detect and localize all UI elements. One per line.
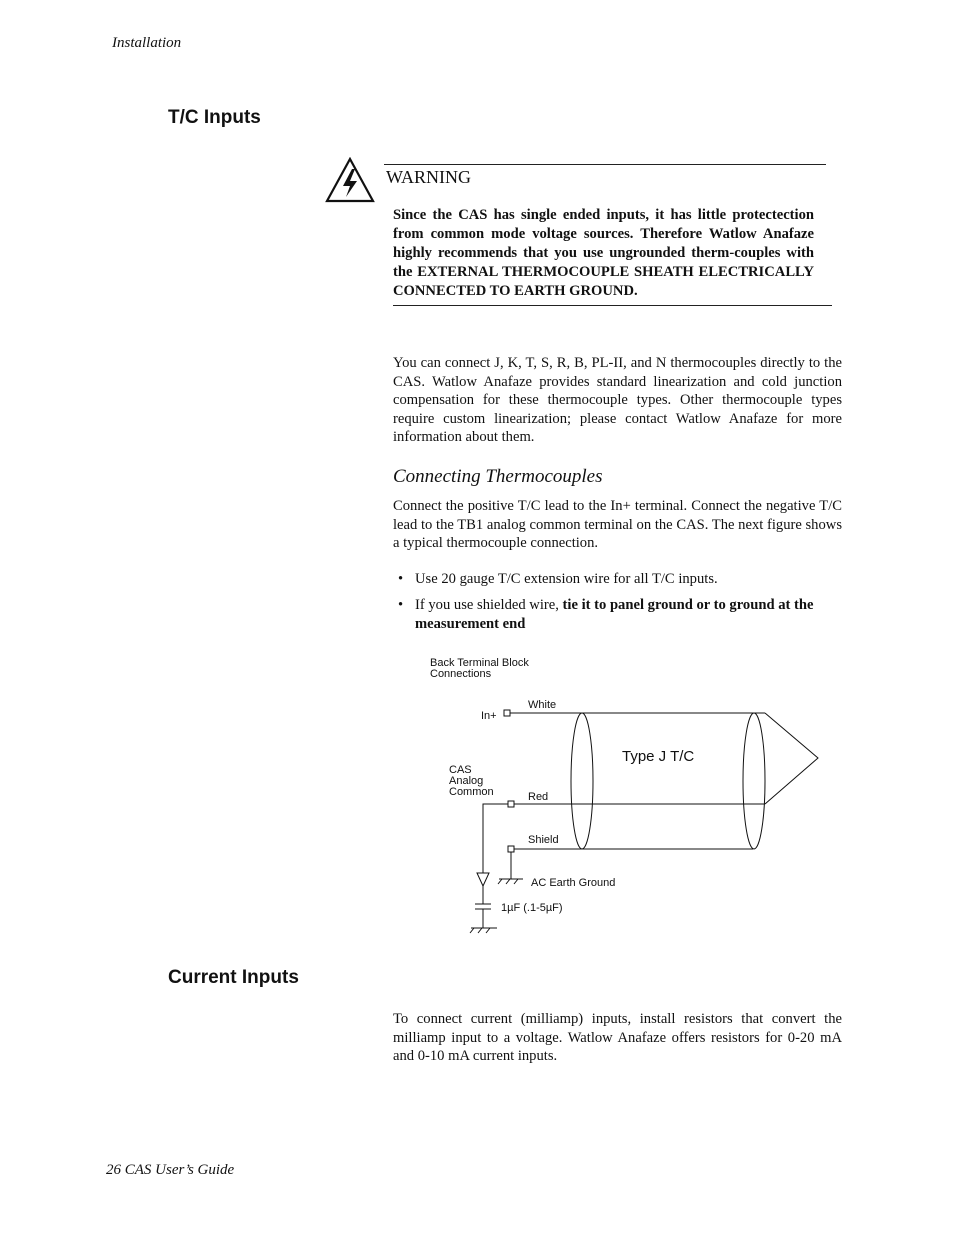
warning-text: Since the CAS has single ended inputs, it has little protectection from common mode voltage sources. Therefore Watlow Anafaze highly recommends that you use ungrounded therm-couples with the EXTERNAL THERMOCOUPLE SHEATH ELECTRICALLY CONNECTED TO EARTH GROUND. [393, 207, 814, 299]
block-label-line2: Connections [430, 668, 492, 680]
earth-ground-hatch [498, 879, 502, 884]
bottom-ground-hatch [478, 928, 482, 933]
earth-ground-label: AC Earth Ground [531, 877, 616, 889]
white-wire-label: White [528, 699, 557, 711]
warning-label: WARNING [386, 167, 471, 187]
bullet-icon: • [398, 597, 404, 613]
list-item-bold-text: tie it to panel ground or to ground at the measurement end [415, 597, 814, 632]
shield-wire-label: Shield [528, 834, 559, 846]
section-title-current-inputs: Current Inputs [168, 967, 299, 988]
list-item [398, 596, 843, 634]
list-item-text: Use 20 gauge T/C extension wire for all T/C inputs. [415, 571, 718, 587]
bullet-icon: • [398, 571, 404, 587]
warning-bottom-rule [393, 305, 832, 306]
common-drop-wire [483, 804, 508, 873]
section-title-tc-inputs: T/C Inputs [168, 107, 261, 128]
earth-ground-hatch [514, 879, 518, 884]
current-inputs-paragraph: To connect current (milliamp) inputs, install resistors that convert the milliamp input to a voltage. Watlow Anafaze offers resistors for 0-20 mA and 0-10 mA current inputs. [393, 1011, 842, 1065]
list-item-text: If you use shielded wire, [415, 597, 563, 613]
in-plus-terminal [504, 710, 510, 716]
earth-ground-hatch [506, 879, 510, 884]
tc-intro-paragraph: You can connect J, K, T, S, R, B, PL-II, and N thermocouples directly to the CAS. Watlow Anafaze provides standard linearization and cold junction compensation for these thermocouple types. Other thermocouple types require custom linearization; please contact Watlow Anafaze for more information about them. [393, 355, 842, 446]
cas-label-line1: CAS [449, 764, 472, 776]
running-header: Installation [112, 35, 182, 51]
in-plus-label: In+ [481, 710, 497, 722]
shield-terminal [508, 846, 514, 852]
list-item [398, 570, 843, 589]
thermocouple-wiring-diagram [425, 650, 825, 940]
tc-junction-tip [765, 713, 818, 804]
red-wire-label: Red [528, 791, 549, 803]
connecting-paragraph: Connect the positive T/C lead to the In+ terminal. Connect the negative T/C lead to the TB1 analog common terminal on the CAS. The next figure shows a typical thermocouple connection. [393, 498, 842, 552]
cable-end-right [743, 713, 765, 849]
tips-list [398, 570, 843, 641]
common-terminal [508, 801, 514, 807]
bottom-ground-hatch [486, 928, 490, 933]
warning-top-rule [384, 164, 826, 165]
tc-type-label: Type J T/C [622, 748, 695, 765]
page-footer: 26 CAS User’s Guide [106, 1162, 235, 1178]
bottom-ground-hatch [470, 928, 474, 933]
cas-label-line2: Analog [449, 775, 484, 787]
lightning-warning-icon [325, 157, 375, 203]
capacitor-label: 1µF (.1-5µF) [501, 902, 563, 914]
subsection-title-connecting: Connecting Thermocouples [393, 466, 603, 487]
cable-end-left [571, 713, 593, 849]
common-ground-symbol [477, 873, 489, 886]
cas-label-line3: Common [449, 786, 494, 798]
block-label-line1: Back Terminal Block [430, 657, 529, 669]
